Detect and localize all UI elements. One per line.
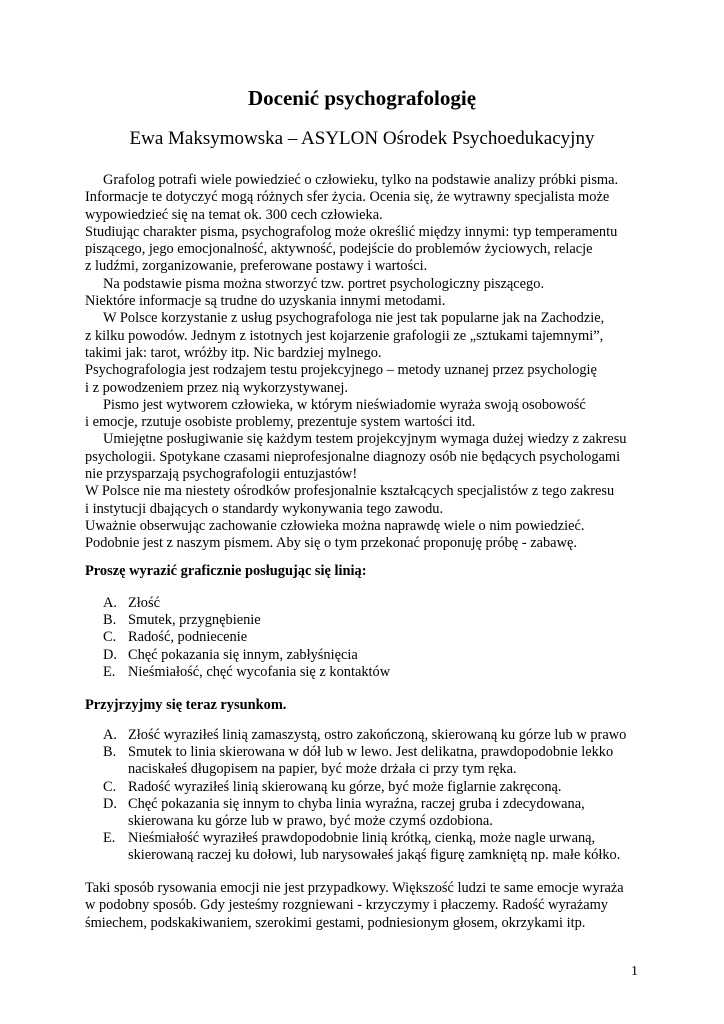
list-item-text: Radość wyraziłeś linią skierowaną ku górze, być może figlarnie zakręconą. <box>128 778 562 795</box>
closing-line: Taki sposób rysowania emocji nie jest przypadkowy. Większość ludzi te same emocje wyraża <box>85 880 624 896</box>
list-marker: E. <box>103 663 116 680</box>
intro-line: Studiując charakter pisma, psychografolog może określić między innymi: typ temperamentu <box>85 223 618 240</box>
intro-line: Informacje te dotyczyć mogą różnych sfer życia. Ocenia się, że wytrawny specjalista może <box>85 189 610 206</box>
intro-line: Grafolog potrafi wiele powiedzieć o człowieku, tylko na podstawie analizy próbki pisma. <box>103 172 619 188</box>
list-item-text: skierowana ku górze lub w prawo, być może czymś ozdobiona. <box>128 813 493 830</box>
list-item-text: Złość wyraziłeś linią zamaszystą, ostro zakończoną, skierowaną ku górze lub w prawo <box>128 727 627 743</box>
list-item <box>103 595 390 612</box>
list-item <box>103 612 390 629</box>
list-marker: C. <box>103 629 117 646</box>
list-item <box>103 664 390 681</box>
list-item-text: Chęć pokazania się innym, zabłyśnięcia <box>128 646 358 663</box>
list-marker: A. <box>103 595 117 611</box>
intro-line: Na podstawie pisma można stworzyć tzw. portret psychologiczny piszącego. <box>103 275 545 292</box>
list-item <box>103 744 626 778</box>
list-marker: D. <box>103 795 117 812</box>
intro-line: z ludźmi, zorganizowanie, preferowane postawy i wartości. <box>85 258 428 275</box>
list-item <box>103 796 626 830</box>
closing-text <box>85 880 645 932</box>
list-marker: A. <box>103 727 117 743</box>
intro-line: W Polsce nie ma niestety ośrodków profesjonalnie kształcących specjalistów z tego zakresu <box>85 483 615 500</box>
intro-line: Umiejętne posługiwanie się każdym testem projekcyjnym wymaga dużej wiedzy z zakresu <box>103 431 627 448</box>
list-item-text: skierowaną raczej ku dołowi, lub narysowałeś jakąś figurę zamkniętą np. małe kółko. <box>128 847 621 864</box>
list-item-text: Smutek, przygnębienie <box>128 612 261 629</box>
intro-line: i z powodzeniem przez nią wykorzystywanej. <box>85 379 348 396</box>
page-title: Docenić psychografologię <box>247 86 477 110</box>
page-number: 1 <box>631 964 638 979</box>
intro-line: psychologii. Spotykane czasami nieprofesjonalne diagnozy osób nie będących psychologami <box>85 448 621 465</box>
list-item <box>103 727 626 744</box>
intro-line: Psychografologia jest rodzajem testu projekcyjnego – metody uznanej przez psychologię <box>85 362 597 379</box>
task-list <box>103 595 390 681</box>
list-marker: D. <box>103 646 117 663</box>
list-item-text: Radość, podniecenie <box>128 629 248 646</box>
intro-line: wypowiedzieć się na temat ok. 300 cech człowieka. <box>85 206 383 223</box>
intro-line: Niektóre informacje są trudne do uzyskania innymi metodami. <box>85 293 446 310</box>
intro-line: Podobnie jest z naszym pismem. Aby się o tym przekonać proponuję próbę - zabawę. <box>85 535 577 552</box>
intro-line: takimi jak: tarot, wróżby itp. Nic bardziej mylnego. <box>85 344 382 361</box>
drawing-list <box>103 727 626 865</box>
list-marker: C. <box>103 778 117 795</box>
list-item <box>103 830 626 864</box>
intro-line: Uważnie obserwując zachowanie człowieka można naprawdę wiele o nim powiedzieć. <box>85 517 585 534</box>
intro-line: nie przysparzają psychografologii entuzjastów! <box>85 466 358 483</box>
intro-text <box>85 172 645 553</box>
list-item-text: naciskałeś długopisem na papier, być może drżała ci przy tym ręka. <box>128 761 517 778</box>
list-item <box>103 629 390 646</box>
intro-line: piszącego, jego emocjonalność, aktywność, podejście do problemów życiowych, relacje <box>85 241 593 258</box>
list-item-text: Smutek to linia skierowana w dół lub w lewo. Jest delikatna, prawdopodobnie lekko <box>128 744 614 761</box>
list-item-text: Złość <box>128 595 160 611</box>
list-item <box>103 647 390 664</box>
task-heading: Proszę wyrazić graficznie posługując się linią: <box>85 563 367 579</box>
drawing-heading: Przyjrzyjmy się teraz rysunkom. <box>85 697 287 713</box>
page-subtitle: Ewa Maksymowska – ASYLON Ośrodek Psychoedukacyjny <box>129 128 595 149</box>
list-marker: B. <box>103 744 117 761</box>
list-marker: E. <box>103 830 116 847</box>
intro-line: Pismo jest wytworem człowieka, w którym nieświadomie wyraża swoją osobowość <box>103 396 586 413</box>
intro-line: i instytucji dbających o standardy wykonywania tego zawodu. <box>85 500 444 517</box>
closing-line: w podobny sposób. Gdy jesteśmy rozgniewani - krzyczymy i płaczemy. Radość wyrażamy <box>85 897 608 914</box>
intro-line: i emocje, rzutuje osobiste problemy, prezentuje system wartości itd. <box>85 414 476 431</box>
list-marker: B. <box>103 612 117 629</box>
list-item-text: Nieśmiałość wyraziłeś prawdopodobnie linią krótką, cienką, może nagle urwaną, <box>128 830 596 847</box>
intro-line: z kilku powodów. Jednym z istotnych jest kojarzenie grafologii ze „sztukami tajemnymi”, <box>85 327 604 344</box>
intro-line: W Polsce korzystanie z usług psychografologa nie jest tak popularne jak na Zachodzie, <box>103 310 605 327</box>
list-item <box>103 779 626 796</box>
closing-line: śmiechem, podskakiwaniem, szerokimi gestami, podniesionym głosem, okrzykami itp. <box>85 914 586 931</box>
list-item-text: Chęć pokazania się innym to chyba linia wyraźna, raczej gruba i zdecydowana, <box>128 795 585 812</box>
list-item-text: Nieśmiałość, chęć wycofania się z kontaktów <box>128 663 391 680</box>
